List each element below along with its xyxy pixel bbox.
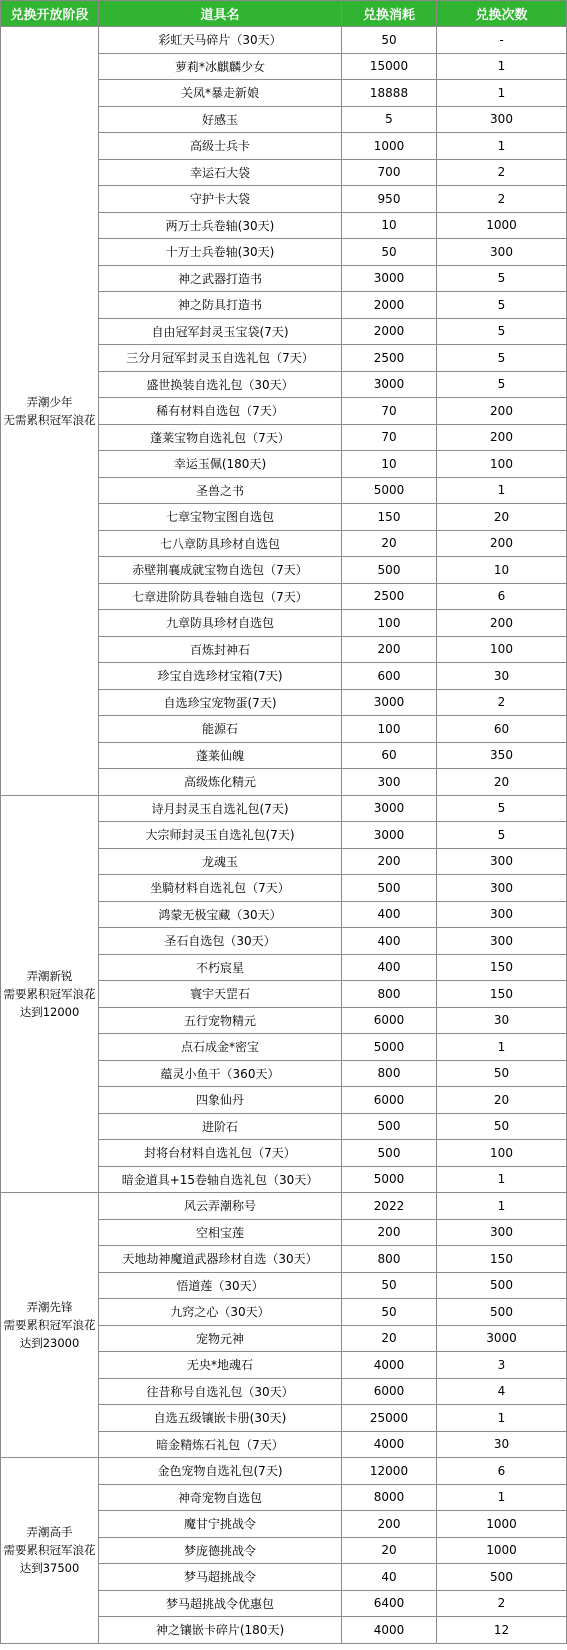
times-cell: 4: [437, 1378, 567, 1405]
item-name-cell: 幸运石大袋: [99, 159, 342, 186]
item-name-cell: 神奇宠物自选包: [99, 1484, 342, 1511]
cost-cell: 15000: [342, 53, 437, 80]
times-cell: 1000: [437, 212, 567, 239]
times-cell: 1: [437, 80, 567, 107]
item-name-cell: 幸运玉佩(180天): [99, 451, 342, 478]
times-cell: 5: [437, 822, 567, 849]
cost-cell: 10: [342, 451, 437, 478]
item-name-cell: 三分月冠军封灵玉自选礼包（7天）: [99, 345, 342, 372]
header-cost: 兑换消耗: [342, 1, 437, 27]
cost-cell: 5000: [342, 1034, 437, 1061]
cost-cell: 4000: [342, 1617, 437, 1644]
item-name-cell: 龙魂玉: [99, 848, 342, 875]
cost-cell: 800: [342, 1246, 437, 1273]
times-cell: 1: [437, 1193, 567, 1220]
item-name-cell: 九窍之心（30天）: [99, 1299, 342, 1326]
item-name-cell: 七章进阶防具卷轴自选包（7天）: [99, 583, 342, 610]
item-name-cell: 蓬莱宝物自选礼包（7天）: [99, 424, 342, 451]
times-cell: 1: [437, 477, 567, 504]
item-name-cell: 自选五级镶嵌卡册(30天): [99, 1405, 342, 1432]
item-name-cell: 暗金精炼石礼包（7天）: [99, 1431, 342, 1458]
cost-cell: 700: [342, 159, 437, 186]
cost-cell: 12000: [342, 1458, 437, 1485]
cost-cell: 300: [342, 769, 437, 796]
times-cell: 1: [437, 1034, 567, 1061]
item-name-cell: 神之防具打造书: [99, 292, 342, 319]
times-cell: 50: [437, 1060, 567, 1087]
item-name-cell: 梦马超挑战令: [99, 1564, 342, 1591]
cost-cell: 400: [342, 901, 437, 928]
times-cell: 200: [437, 530, 567, 557]
times-cell: 2: [437, 186, 567, 213]
item-name-cell: 点石成金*密宝: [99, 1034, 342, 1061]
table-row: [1, 27, 567, 54]
stage-label-line: 弄潮高手: [26, 1525, 73, 1540]
item-name-cell: 悟道莲（30天）: [99, 1272, 342, 1299]
cost-cell: 3000: [342, 371, 437, 398]
times-cell: 30: [437, 1007, 567, 1034]
item-name-cell: 七八章防具珍材自选包: [99, 530, 342, 557]
item-name-cell: 金色宠物自选礼包(7天): [99, 1458, 342, 1485]
item-name-cell: 天地劫神魔道武器珍材自选（30天）: [99, 1246, 342, 1273]
stage-label-line: 达到23000: [19, 1336, 80, 1350]
cost-cell: 500: [342, 557, 437, 584]
header-stage: 兑换开放阶段: [1, 1, 99, 27]
cost-cell: 600: [342, 663, 437, 690]
times-cell: 30: [437, 663, 567, 690]
times-cell: 2: [437, 689, 567, 716]
stage-cell: [1, 1458, 99, 1644]
cost-cell: 6400: [342, 1590, 437, 1617]
times-cell: 200: [437, 398, 567, 425]
times-cell: 12: [437, 1617, 567, 1644]
cost-cell: 5000: [342, 1166, 437, 1193]
times-cell: 150: [437, 1246, 567, 1273]
cost-cell: 50: [342, 1272, 437, 1299]
item-name-cell: 关凤*暴走新娘: [99, 80, 342, 107]
cost-cell: 10: [342, 212, 437, 239]
times-cell: 6: [437, 1458, 567, 1485]
times-cell: 300: [437, 875, 567, 902]
item-name-cell: 诗月封灵玉自选礼包(7天): [99, 795, 342, 822]
item-name-cell: 四象仙丹: [99, 1087, 342, 1114]
times-cell: 50: [437, 1113, 567, 1140]
item-name-cell: 十万士兵卷轴(30天): [99, 239, 342, 266]
item-name-cell: 高级士兵卡: [99, 133, 342, 160]
cost-cell: 200: [342, 1219, 437, 1246]
times-cell: 100: [437, 636, 567, 663]
item-name-cell: 七章宝物宝图自选包: [99, 504, 342, 531]
cost-cell: 500: [342, 875, 437, 902]
stage-label-line: 弄潮少年: [26, 394, 73, 409]
item-name-cell: 风云弄潮称号: [99, 1193, 342, 1220]
stage-label-line: 弄潮新锐: [26, 968, 73, 983]
cost-cell: 500: [342, 1113, 437, 1140]
item-name-cell: 赤壁荆襄成就宝物自选包（7天）: [99, 557, 342, 584]
cost-cell: 2500: [342, 345, 437, 372]
times-cell: 150: [437, 954, 567, 981]
item-name-cell: 自选珍宝宠物蛋(7天): [99, 689, 342, 716]
times-cell: 200: [437, 424, 567, 451]
item-name-cell: 魔甘宁挑战令: [99, 1511, 342, 1538]
stage-label-line: 达到37500: [19, 1561, 80, 1576]
cost-cell: 800: [342, 981, 437, 1008]
times-cell: 1: [437, 53, 567, 80]
item-name-cell: 五行宠物精元: [99, 1007, 342, 1034]
item-name-cell: 稀有材料自选包（7天）: [99, 398, 342, 425]
times-cell: 500: [437, 1272, 567, 1299]
item-name-cell: 百炼封神石: [99, 636, 342, 663]
times-cell: 2: [437, 1590, 567, 1617]
cost-cell: 950: [342, 186, 437, 213]
table-row: [1, 795, 567, 822]
item-name-cell: 珍宝自选珍材宝箱(7天): [99, 663, 342, 690]
stage-cell: [1, 1193, 99, 1458]
cost-cell: 2022: [342, 1193, 437, 1220]
item-name-cell: 神之武器打造书: [99, 265, 342, 292]
times-cell: 1000: [437, 1511, 567, 1538]
stage-label-line: 需要累积冠军浪花: [3, 1318, 96, 1332]
times-cell: 3000: [437, 1325, 567, 1352]
stage-label-line: 无需累积冠军浪花: [3, 412, 96, 427]
table-row: [1, 1193, 567, 1220]
times-cell: 100: [437, 1140, 567, 1167]
item-name-cell: 自由冠军封灵玉宝袋(7天): [99, 318, 342, 345]
stage-label-line: 弄潮先锋: [26, 1300, 73, 1314]
item-name-cell: 圣兽之书: [99, 477, 342, 504]
item-name-cell: 好感玉: [99, 106, 342, 133]
cost-cell: 5: [342, 106, 437, 133]
cost-cell: 100: [342, 610, 437, 637]
item-name-cell: 高级炼化精元: [99, 769, 342, 796]
item-name-cell: 坐騎材料自选礼包（7天）: [99, 875, 342, 902]
times-cell: 300: [437, 848, 567, 875]
cost-cell: 6000: [342, 1378, 437, 1405]
item-name-cell: 守护卡大袋: [99, 186, 342, 213]
times-cell: 1: [437, 1405, 567, 1432]
item-name-cell: 暗金道具+15卷轴自选礼包（30天）: [99, 1166, 342, 1193]
item-name-cell: 鸿蒙无极宝藏（30天）: [99, 901, 342, 928]
item-name-cell: 不朽宸星: [99, 954, 342, 981]
item-name-cell: 大宗师封灵玉自选礼包(7天): [99, 822, 342, 849]
times-cell: 20: [437, 504, 567, 531]
cost-cell: 3000: [342, 795, 437, 822]
times-cell: 300: [437, 106, 567, 133]
cost-cell: 2000: [342, 318, 437, 345]
header-item-name: 道具名: [99, 1, 342, 27]
times-cell: 6: [437, 583, 567, 610]
item-name-cell: 蕴灵小鱼干（360天）: [99, 1060, 342, 1087]
cost-cell: 50: [342, 27, 437, 54]
cost-cell: 70: [342, 398, 437, 425]
item-name-cell: 空相宝莲: [99, 1219, 342, 1246]
item-name-cell: 进阶石: [99, 1113, 342, 1140]
item-name-cell: 梦马超挑战令优惠包: [99, 1590, 342, 1617]
times-cell: 350: [437, 742, 567, 769]
cost-cell: 60: [342, 742, 437, 769]
item-name-cell: 往昔称号自选礼包（30天）: [99, 1378, 342, 1405]
header-row: [1, 1, 567, 27]
times-cell: -: [437, 27, 567, 54]
item-name-cell: 能源石: [99, 716, 342, 743]
times-cell: 5: [437, 795, 567, 822]
stage-cell: [1, 795, 99, 1193]
stage-label-line: 达到12000: [19, 1004, 80, 1019]
table-body: [1, 27, 567, 1644]
cost-cell: 20: [342, 1537, 437, 1564]
cost-cell: 20: [342, 1325, 437, 1352]
times-cell: 1: [437, 1484, 567, 1511]
times-cell: 1000: [437, 1537, 567, 1564]
cost-cell: 70: [342, 424, 437, 451]
cost-cell: 6000: [342, 1007, 437, 1034]
cost-cell: 50: [342, 1299, 437, 1326]
times-cell: 300: [437, 1219, 567, 1246]
cost-cell: 100: [342, 716, 437, 743]
stage-label-line: 需要累积冠军浪花: [3, 1543, 96, 1558]
cost-cell: 2000: [342, 292, 437, 319]
item-name-cell: 九章防具珍材自选包: [99, 610, 342, 637]
times-cell: 5: [437, 345, 567, 372]
item-name-cell: 封将台材料自选礼包（7天）: [99, 1140, 342, 1167]
table-row: [1, 1458, 567, 1485]
cost-cell: 2500: [342, 583, 437, 610]
item-name-cell: 梦庞德挑战令: [99, 1537, 342, 1564]
stage-label-line: 需要累积冠军浪花: [3, 986, 96, 1001]
cost-cell: 500: [342, 1140, 437, 1167]
times-cell: 10: [437, 557, 567, 584]
times-cell: 3: [437, 1352, 567, 1379]
item-name-cell: 两万士兵卷轴(30天): [99, 212, 342, 239]
cost-cell: 200: [342, 848, 437, 875]
cost-cell: 25000: [342, 1405, 437, 1432]
cost-cell: 1000: [342, 133, 437, 160]
times-cell: 200: [437, 610, 567, 637]
times-cell: 5: [437, 292, 567, 319]
cost-cell: 3000: [342, 822, 437, 849]
cost-cell: 3000: [342, 689, 437, 716]
cost-cell: 200: [342, 636, 437, 663]
item-name-cell: 神之镶嵌卡碎片(180天): [99, 1617, 342, 1644]
cost-cell: 5000: [342, 477, 437, 504]
item-name-cell: 宠物元神: [99, 1325, 342, 1352]
times-cell: 5: [437, 318, 567, 345]
cost-cell: 8000: [342, 1484, 437, 1511]
cost-cell: 150: [342, 504, 437, 531]
cost-cell: 20: [342, 530, 437, 557]
item-name-cell: 无央*地魂石: [99, 1352, 342, 1379]
cost-cell: 200: [342, 1511, 437, 1538]
stage-cell: [1, 27, 99, 796]
item-name-cell: 蓬莱仙魄: [99, 742, 342, 769]
item-name-cell: 寰宇天罡石: [99, 981, 342, 1008]
times-cell: 300: [437, 239, 567, 266]
times-cell: 500: [437, 1564, 567, 1591]
cost-cell: 40: [342, 1564, 437, 1591]
times-cell: 300: [437, 928, 567, 955]
times-cell: 500: [437, 1299, 567, 1326]
cost-cell: 800: [342, 1060, 437, 1087]
times-cell: 100: [437, 451, 567, 478]
cost-cell: 50: [342, 239, 437, 266]
times-cell: 30: [437, 1431, 567, 1458]
times-cell: 20: [437, 769, 567, 796]
cost-cell: 4000: [342, 1431, 437, 1458]
times-cell: 20: [437, 1087, 567, 1114]
cost-cell: 400: [342, 928, 437, 955]
cost-cell: 400: [342, 954, 437, 981]
item-name-cell: 圣石自选包（30天）: [99, 928, 342, 955]
times-cell: 60: [437, 716, 567, 743]
cost-cell: 4000: [342, 1352, 437, 1379]
times-cell: 300: [437, 901, 567, 928]
cost-cell: 18888: [342, 80, 437, 107]
cost-cell: 3000: [342, 265, 437, 292]
times-cell: 5: [437, 371, 567, 398]
times-cell: 1: [437, 1166, 567, 1193]
times-cell: 1: [437, 133, 567, 160]
header-times: 兑换次数: [437, 1, 567, 27]
cost-cell: 6000: [342, 1087, 437, 1114]
item-name-cell: 彩虹天马碎片（30天）: [99, 27, 342, 54]
times-cell: 2: [437, 159, 567, 186]
times-cell: 150: [437, 981, 567, 1008]
item-name-cell: 盛世换装自选礼包（30天）: [99, 371, 342, 398]
times-cell: 5: [437, 265, 567, 292]
item-name-cell: 萝莉*冰麒麟少女: [99, 53, 342, 80]
